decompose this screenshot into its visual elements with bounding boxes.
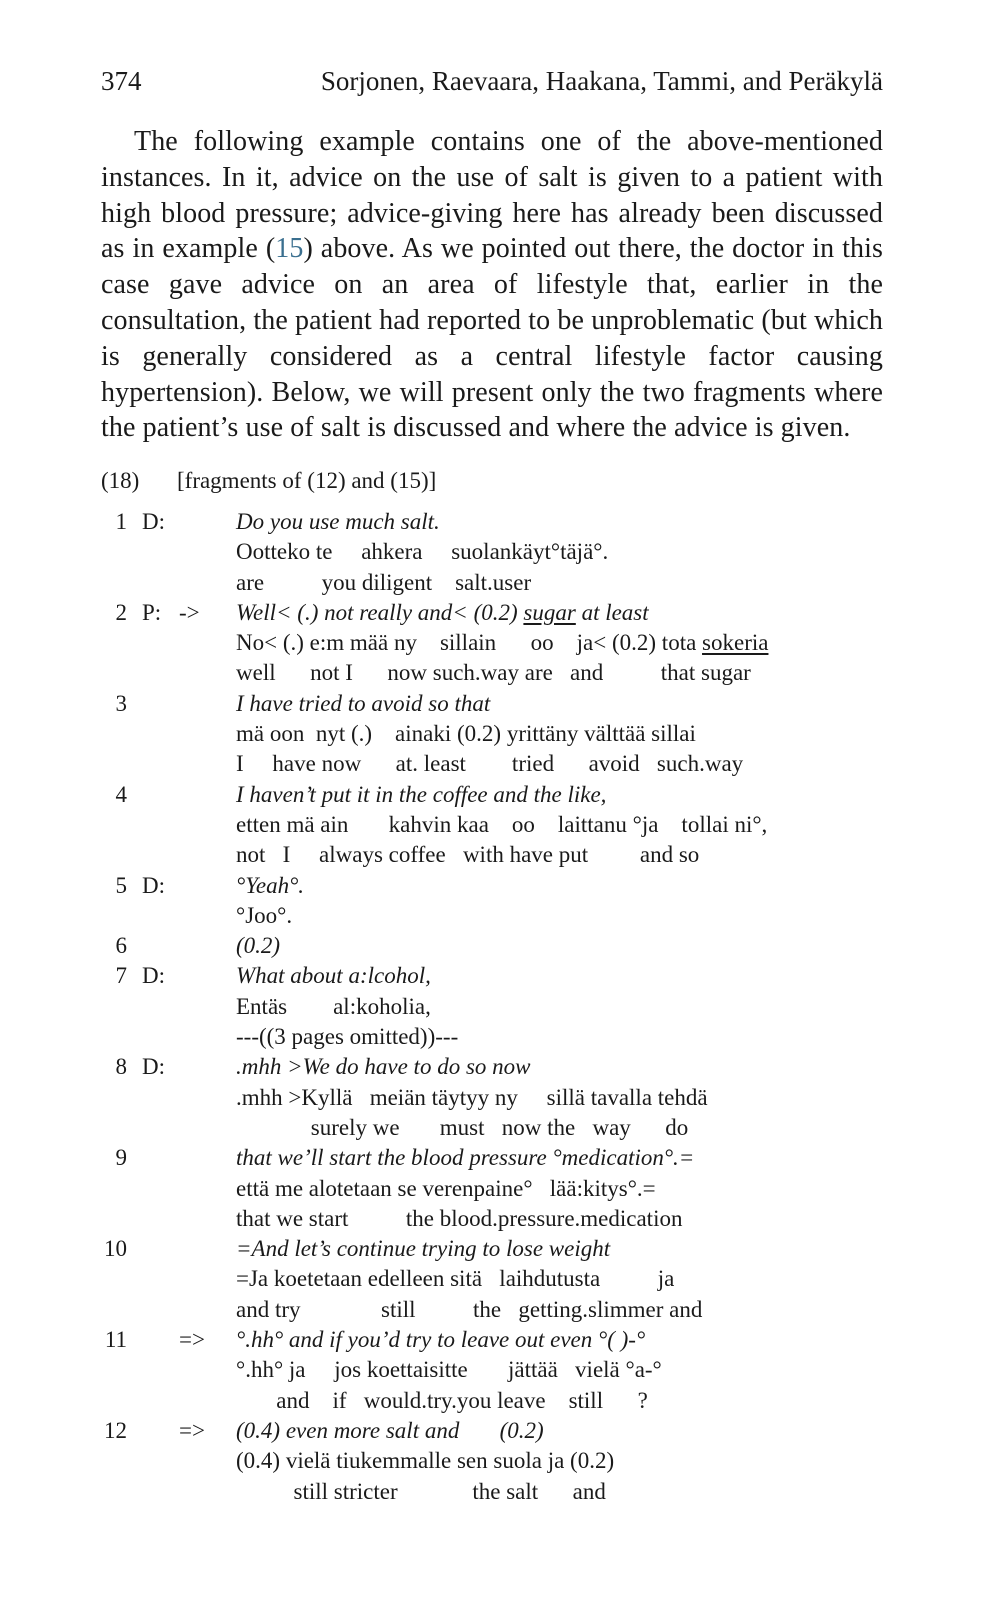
target-arrow: => bbox=[179, 1417, 205, 1443]
transcript-text: =And let’s continue trying to lose weight bbox=[236, 1236, 611, 1262]
body-paragraph bbox=[101, 124, 883, 446]
transcript-line bbox=[101, 1113, 961, 1143]
speaker-label: D: bbox=[142, 509, 165, 534]
transcript-line bbox=[101, 719, 961, 749]
transcript-line bbox=[101, 507, 961, 537]
transcript-line bbox=[101, 1477, 961, 1507]
line-number: 1 bbox=[115, 509, 127, 534]
transcript-line bbox=[101, 1204, 961, 1234]
transcript-text: (0.4) even more salt and (0.2) bbox=[236, 1417, 544, 1443]
transcript-text: °.hh° and if you’d try to leave out even °( )-° bbox=[236, 1327, 646, 1353]
line-number: 12 bbox=[104, 1417, 127, 1443]
transcript-text: °Joo°. bbox=[236, 902, 293, 928]
transcript-text: and if would.try.you leave still ? bbox=[236, 1387, 648, 1413]
transcript-line bbox=[101, 840, 961, 870]
transcript-line bbox=[101, 1386, 961, 1416]
line-number: 3 bbox=[115, 690, 127, 716]
example-link[interactable]: 15 bbox=[275, 233, 304, 265]
transcript-line bbox=[101, 1295, 961, 1325]
target-arrow: => bbox=[179, 1327, 205, 1353]
speaker-label: D: bbox=[142, 963, 165, 989]
transcript-text: are you diligent salt.user bbox=[236, 569, 532, 595]
transcript-text: että me alotetaan se verenpaine° lää:kitys°.= bbox=[236, 1175, 656, 1201]
transcript-text: (0.2) bbox=[236, 933, 281, 959]
transcript-line bbox=[101, 961, 961, 991]
transcript-text: °.hh° ja jos koettaisitte jättää vielä °a-° bbox=[236, 1357, 662, 1383]
transcript-line bbox=[101, 689, 961, 719]
line-number: 5 bbox=[115, 872, 127, 898]
transcript-line bbox=[101, 537, 961, 567]
transcript-line bbox=[101, 1416, 961, 1446]
speaker-label: D: bbox=[142, 1054, 165, 1080]
transcript-text: still stricter the salt and bbox=[236, 1478, 606, 1504]
stress-mark: sugar bbox=[523, 599, 576, 625]
example-heading bbox=[101, 468, 436, 494]
transcript-text: °Yeah°. bbox=[236, 872, 305, 898]
transcript-line bbox=[101, 992, 961, 1022]
transcript-line bbox=[101, 1325, 961, 1355]
running-head: Sorjonen, Raevaara, Haakana, Tammi, and Peräkylä bbox=[320, 66, 883, 96]
paragraph-text-2: ) above. As we pointed out there, the doctor in this case gave advice on an area of lifestyle that, earlier in the consultation, the patient had reported to be unproblematic (but which is generally considered as a central lifestyle factor causing hypertension). Below, we will present only the two fragments where the patient’s use of salt is discussed and where the advice is given. bbox=[101, 233, 883, 444]
example-number: (18) bbox=[101, 468, 140, 493]
transcript-line bbox=[101, 1022, 961, 1052]
transcript-text: .mhh >Kyllä meiän täytyy ny sillä tavalla tehdä bbox=[236, 1084, 708, 1110]
transcript-line bbox=[101, 1052, 961, 1082]
line-number: 2 bbox=[115, 599, 127, 625]
transcript-line bbox=[101, 1446, 961, 1476]
page-header bbox=[101, 66, 883, 100]
transcript-line bbox=[101, 780, 961, 810]
transcript-line bbox=[101, 628, 961, 658]
transcript-text: that we start the blood.pressure.medication bbox=[236, 1205, 683, 1231]
transcript-line bbox=[101, 658, 961, 688]
transcript-text: that we’ll start the blood pressure °medication°.= bbox=[236, 1145, 695, 1171]
speaker-label: D: bbox=[142, 872, 165, 898]
line-number: 8 bbox=[115, 1054, 127, 1080]
line-number: 9 bbox=[115, 1145, 127, 1171]
transcript-line bbox=[101, 598, 961, 628]
transcript-text: ---((3 pages omitted))--- bbox=[236, 1024, 459, 1050]
transcript-line bbox=[101, 749, 961, 779]
transcript-text: I have tried to avoid so that bbox=[236, 690, 491, 716]
transcript-text: No< (.) e:m mää ny sillain oo ja< (0.2) tota sokeria bbox=[236, 630, 769, 656]
transcript-line bbox=[101, 1234, 961, 1264]
transcript-line bbox=[101, 1264, 961, 1294]
transcript-text: not I always coffee with have put and so bbox=[236, 842, 700, 868]
line-number: 7 bbox=[115, 963, 127, 989]
transcript-text: I have now at. least tried avoid such.way bbox=[236, 751, 744, 777]
transcript-text: =Ja koetetaan edelleen sitä laihdutusta ja bbox=[236, 1266, 675, 1292]
transcript-text: Well< (.) not really and< (0.2) sugar at least bbox=[236, 599, 649, 625]
transcript-text: I haven’t put it in the coffee and the like, bbox=[236, 781, 607, 807]
transcript-text: surely we must now the way do bbox=[236, 1114, 689, 1140]
paragraph-text-1: The following example contains one of the above-mentioned instances. In it, advice on the use of salt is given to a patient with high blood pressure; advice-giving here has already been discussed as in example ( bbox=[101, 126, 883, 265]
transcript-line bbox=[101, 871, 961, 901]
transcript-line bbox=[101, 1083, 961, 1113]
transcript-text: Do you use much salt. bbox=[236, 509, 440, 534]
transcript-text: well not I now such.way are and that sugar bbox=[236, 660, 751, 686]
transcript-line bbox=[101, 1355, 961, 1385]
line-number: 11 bbox=[104, 1327, 127, 1353]
transcript-text: (0.4) vielä tiukemmalle sen suola ja (0.2) bbox=[236, 1448, 615, 1474]
transcript-text: mä oon nyt (.) ainaki (0.2) yrittäny välttää sillai bbox=[236, 721, 696, 747]
stress-mark: sokeria bbox=[702, 630, 769, 656]
transcript-line bbox=[101, 810, 961, 840]
transcript-line bbox=[101, 1174, 961, 1204]
transcript-text: Ootteko te ahkera suolankäyt°täjä°. bbox=[236, 539, 609, 565]
transcript-line bbox=[101, 931, 961, 961]
transcript-text: etten mä ain kahvin kaa oo laittanu °ja tollai ni°, bbox=[236, 811, 768, 837]
transcript-text: Entäs al:koholia, bbox=[236, 993, 431, 1019]
page-number: 374 bbox=[101, 66, 142, 96]
example-title: [fragments of (12) and (15)] bbox=[177, 468, 437, 493]
transcript-line bbox=[101, 901, 961, 931]
transcript-text: What about a:lcohol, bbox=[236, 963, 431, 989]
line-number: 4 bbox=[115, 781, 127, 807]
line-number: 6 bbox=[115, 933, 127, 959]
target-arrow: -> bbox=[179, 599, 200, 625]
transcript-text: .mhh >We do have to do so now bbox=[236, 1054, 531, 1080]
line-number: 10 bbox=[104, 1236, 127, 1262]
transcript-text: and try still the getting.slimmer and bbox=[236, 1296, 703, 1322]
speaker-label: P: bbox=[142, 599, 162, 625]
transcript-line bbox=[101, 1143, 961, 1173]
transcript bbox=[101, 507, 961, 1507]
transcript-line bbox=[101, 568, 961, 598]
